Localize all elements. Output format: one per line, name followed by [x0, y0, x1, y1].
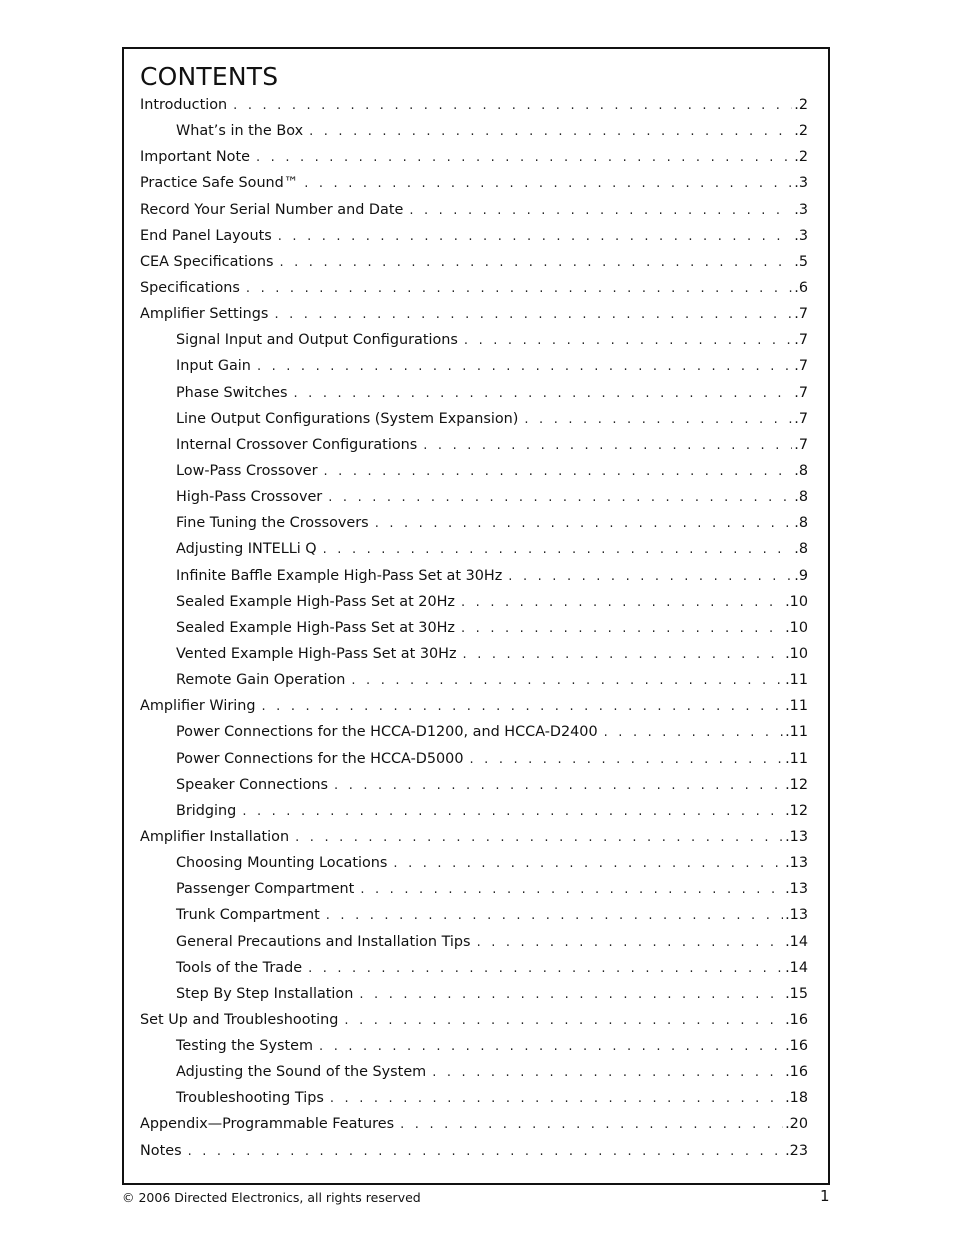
toc-leader-dots [293, 381, 792, 406]
toc-entry-label: General Precautions and Installation Tips [176, 933, 471, 950]
toc-entry-page: .3 [794, 201, 808, 218]
copyright-notice: © 2006 Directed Electronics, all rights reserved [122, 1190, 421, 1205]
toc-entry-label: Line Output Configurations (System Expansion) [176, 410, 519, 427]
toc-subentry[interactable] [140, 667, 808, 693]
toc-entry-page: .7 [794, 332, 808, 349]
toc-leader-dots [242, 799, 783, 824]
toc-entry-page: .7 [794, 358, 808, 375]
toc-entry-page: .7 [794, 384, 808, 401]
toc-entry-page: .3 [794, 175, 808, 192]
toc-entry-label: Adjusting INTELLi Q [176, 541, 317, 558]
toc-entry-page: .9 [794, 567, 808, 584]
toc-subentry[interactable] [140, 353, 808, 379]
toc-subentry[interactable] [140, 981, 808, 1007]
toc-entry-label: Signal Input and Output Configurations [176, 332, 458, 349]
toc-subentry[interactable] [140, 955, 808, 981]
toc-leader-dots [409, 198, 792, 223]
toc-entry[interactable] [140, 1138, 808, 1164]
toc-leader-dots [400, 1112, 783, 1137]
toc-leader-dots [334, 773, 783, 798]
toc-entry-label: Notes [140, 1142, 182, 1159]
toc-subentry[interactable] [140, 902, 808, 928]
toc-subentry[interactable] [140, 484, 808, 510]
toc-entry-page: .5 [794, 253, 808, 270]
toc-entry-page: .10 [785, 593, 808, 610]
toc-entry-page: .8 [794, 489, 808, 506]
table-of-contents [140, 92, 808, 1164]
toc-entry[interactable] [140, 824, 808, 850]
toc-entry-page: .23 [785, 1142, 808, 1159]
toc-subentry[interactable] [140, 746, 808, 772]
toc-leader-dots [328, 485, 792, 510]
toc-entry-label: Amplifier Settings [140, 306, 269, 323]
toc-entry-page: .12 [785, 776, 808, 793]
toc-entry-label: What’s in the Box [176, 123, 304, 140]
toc-leader-dots [432, 1060, 783, 1085]
toc-subentry[interactable] [140, 406, 808, 432]
toc-subentry[interactable] [140, 772, 808, 798]
toc-leader-dots [257, 354, 792, 379]
toc-entry[interactable] [140, 197, 808, 223]
toc-subentry[interactable] [140, 1033, 808, 1059]
toc-entry-label: Record Your Serial Number and Date [140, 201, 404, 218]
toc-entry-page: .16 [785, 1038, 808, 1055]
toc-subentry[interactable] [140, 536, 808, 562]
toc-entry-label: Testing the System [176, 1038, 314, 1055]
toc-entry-label: Amplifier Wiring [140, 698, 256, 715]
toc-entry-page: .11 [785, 724, 808, 741]
toc-entry-page: .2 [794, 97, 808, 113]
toc-leader-dots [319, 1034, 783, 1059]
toc-entry-page: .15 [785, 985, 808, 1002]
toc-leader-dots [304, 171, 792, 196]
toc-entry[interactable] [140, 1007, 808, 1033]
toc-leader-dots [308, 956, 783, 981]
toc-entry-page: .6 [794, 279, 808, 296]
toc-entry-page: .2 [794, 149, 808, 166]
toc-entry-label: Adjusting the Sound of the System [176, 1064, 427, 1081]
toc-entry-label: Power Connections for the HCCA-D5000 [176, 750, 464, 767]
toc-entry[interactable] [140, 249, 808, 275]
toc-leader-dots [278, 224, 793, 249]
toc-leader-dots [326, 903, 783, 928]
toc-entry-label: CEA Specifications [140, 253, 274, 270]
toc-leader-dots [461, 616, 783, 641]
toc-leader-dots [295, 825, 783, 850]
toc-leader-dots [469, 747, 783, 772]
toc-leader-dots [461, 590, 783, 615]
toc-leader-dots [261, 694, 783, 719]
toc-entry-page: .7 [794, 410, 808, 427]
toc-leader-dots [246, 276, 792, 301]
toc-entry-page: .12 [785, 802, 808, 819]
toc-entry-label: Important Note [140, 149, 250, 166]
toc-subentry[interactable] [140, 615, 808, 641]
toc-leader-dots [423, 433, 792, 458]
toc-entry-label: Infinite Baffle Example High-Pass Set at 30Hz [176, 567, 503, 584]
toc-subentry[interactable] [140, 589, 808, 615]
toc-leader-dots [330, 1086, 783, 1111]
toc-entry[interactable] [140, 92, 808, 118]
toc-leader-dots [359, 982, 783, 1007]
toc-entry-page: .16 [785, 1011, 808, 1028]
toc-leader-dots [604, 720, 783, 745]
toc-subentry[interactable] [140, 432, 808, 458]
toc-entry-label: Step By Step Installation [176, 985, 354, 1002]
toc-entry-label: Tools of the Trade [176, 959, 303, 976]
toc-entry-label: Sealed Example High-Pass Set at 30Hz [176, 619, 455, 636]
toc-subentry[interactable] [140, 850, 808, 876]
toc-subentry[interactable] [140, 798, 808, 824]
toc-entry-label: Specifications [140, 279, 240, 296]
toc-entry-page: .14 [785, 933, 808, 950]
toc-entry-page: .16 [785, 1064, 808, 1081]
toc-entry-page: .11 [785, 672, 808, 689]
toc-entry-page: .20 [785, 1116, 808, 1133]
toc-entry-label: Low-Pass Crossover [176, 462, 318, 479]
toc-entry[interactable] [140, 223, 808, 249]
toc-subentry[interactable] [140, 510, 808, 536]
toc-leader-dots [524, 407, 792, 432]
toc-subentry[interactable] [140, 118, 808, 144]
toc-entry-label: Vented Example High-Pass Set at 30Hz [176, 645, 457, 662]
toc-entry-label: Passenger Compartment [176, 881, 355, 898]
toc-entry-label: Speaker Connections [176, 776, 329, 793]
toc-entry[interactable] [140, 275, 808, 301]
toc-entry-label: Troubleshooting Tips [176, 1090, 324, 1107]
toc-leader-dots [309, 119, 792, 144]
toc-entry-page: .8 [794, 541, 808, 558]
toc-entry-label: Internal Crossover Configurations [176, 436, 418, 453]
toc-entry-page: .13 [785, 855, 808, 872]
toc-entry-page: .11 [785, 750, 808, 767]
toc-entry-page: .13 [785, 881, 808, 898]
toc-entry-page: .10 [785, 619, 808, 636]
toc-subentry[interactable] [140, 1085, 808, 1111]
toc-entry-label: Sealed Example High-Pass Set at 20Hz [176, 593, 455, 610]
toc-leader-dots [233, 93, 792, 118]
toc-leader-dots [360, 877, 783, 902]
toc-leader-dots [375, 511, 793, 536]
toc-entry[interactable] [140, 170, 808, 196]
toc-entry[interactable] [140, 144, 808, 170]
toc-entry-label: Choosing Mounting Locations [176, 855, 388, 872]
toc-entry-page: .13 [785, 907, 808, 924]
toc-entry-page: .7 [794, 436, 808, 453]
toc-leader-dots [393, 851, 783, 876]
toc-entry-label: Introduction [140, 97, 228, 113]
toc-entry-label: Phase Switches [176, 384, 288, 401]
toc-leader-dots [464, 328, 792, 353]
toc-leader-dots [323, 537, 793, 562]
toc-entry-page: .3 [794, 227, 808, 244]
toc-leader-dots [463, 642, 784, 667]
toc-entry-label: Remote Gain Operation [176, 672, 346, 689]
page-title: CONTENTS [140, 62, 279, 91]
toc-entry-label: Input Gain [176, 358, 251, 375]
toc-leader-dots [344, 1008, 783, 1033]
toc-entry-page: .13 [785, 828, 808, 845]
toc-subentry[interactable] [140, 1059, 808, 1085]
toc-entry-page: .2 [794, 123, 808, 140]
toc-leader-dots [256, 145, 792, 170]
page-number: 1 [820, 1187, 830, 1205]
toc-entry-page: .8 [794, 462, 808, 479]
toc-entry-label: Appendix—Programmable Features [140, 1116, 395, 1133]
toc-entry-label: End Panel Layouts [140, 227, 272, 244]
toc-entry-label: Trunk Compartment [176, 907, 320, 924]
toc-subentry[interactable] [140, 929, 808, 955]
toc-entry-label: Fine Tuning the Crossovers [176, 515, 369, 532]
toc-leader-dots [274, 302, 792, 327]
toc-entry-page: .11 [785, 698, 808, 715]
toc-entry-label: Amplifier Installation [140, 828, 290, 845]
toc-entry-label: Practice Safe Sound™ [140, 175, 299, 192]
toc-subentry[interactable] [140, 719, 808, 745]
toc-entry-page: .10 [785, 645, 808, 662]
toc-subentry[interactable] [140, 563, 808, 589]
toc-entry-label: Bridging [176, 802, 237, 819]
toc-leader-dots [324, 459, 793, 484]
toc-subentry[interactable] [140, 458, 808, 484]
toc-subentry[interactable] [140, 327, 808, 353]
toc-subentry[interactable] [140, 876, 808, 902]
toc-entry-page: .18 [785, 1090, 808, 1107]
toc-entry-page: .7 [794, 306, 808, 323]
toc-entry-label: Power Connections for the HCCA-D1200, and HCCA-D2400 [176, 724, 598, 741]
toc-leader-dots [279, 250, 792, 275]
toc-entry[interactable] [140, 1111, 808, 1137]
toc-leader-dots [188, 1139, 784, 1164]
toc-leader-dots [477, 930, 784, 955]
toc-entry-label: Set Up and Troubleshooting [140, 1011, 339, 1028]
toc-entry-label: High-Pass Crossover [176, 489, 323, 506]
toc-leader-dots [351, 668, 783, 693]
toc-entry-page: .8 [794, 515, 808, 532]
toc-subentry[interactable] [140, 380, 808, 406]
toc-entry[interactable] [140, 301, 808, 327]
toc-entry-page: .14 [785, 959, 808, 976]
toc-entry[interactable] [140, 693, 808, 719]
toc-subentry[interactable] [140, 641, 808, 667]
toc-leader-dots [508, 564, 792, 589]
